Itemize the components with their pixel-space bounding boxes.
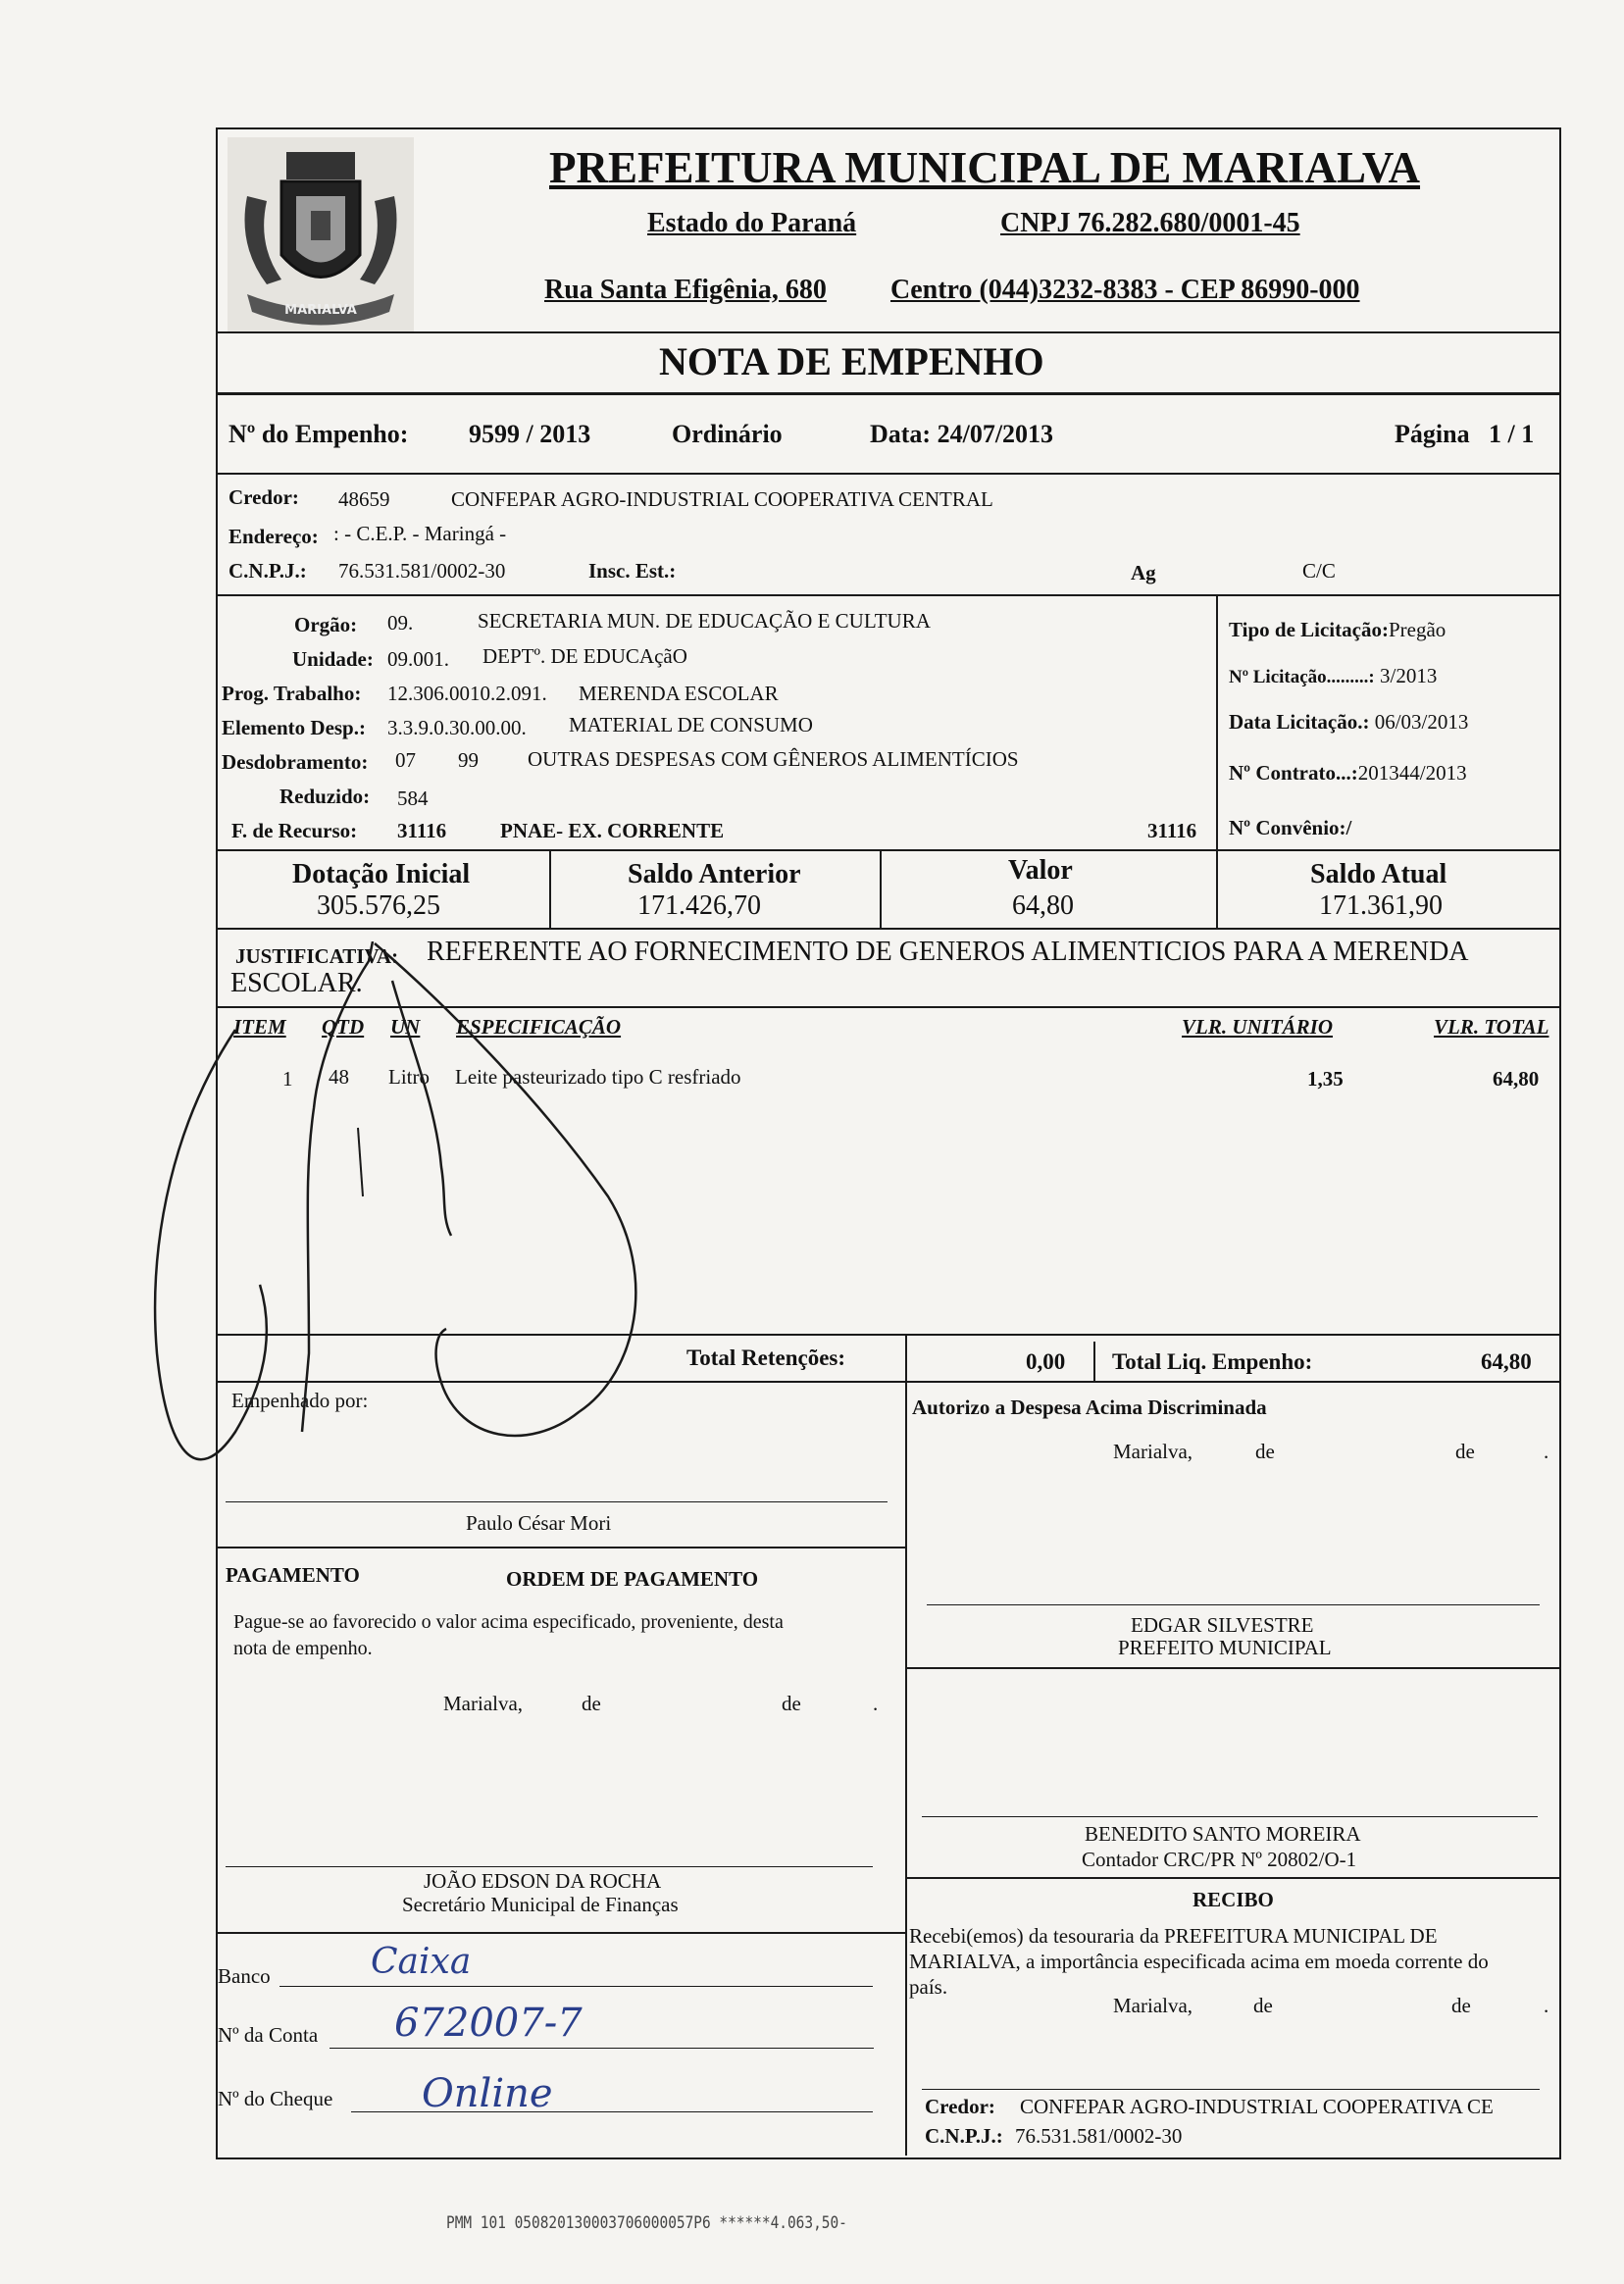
recurso-name: PNAE- EX. CORRENTE bbox=[500, 819, 725, 842]
col-un: UN bbox=[390, 1015, 421, 1039]
col-item: ITEM bbox=[233, 1015, 286, 1039]
unidade-code: 09.001. bbox=[387, 647, 449, 671]
secretario-name: JOÃO EDSON DA ROCHA bbox=[424, 1869, 662, 1893]
desdobramento-name: OUTRAS DESPESAS COM GÊNEROS ALIMENTÍCIOS bbox=[528, 747, 1019, 771]
item-number: 1 bbox=[282, 1067, 293, 1091]
footer-code: PMM 101 050820130003706000057P6 ******4.063,50- bbox=[446, 2213, 847, 2233]
justificativa-line1: REFERENTE AO FORNECIMENTO DE GENEROS ALIMENTICIOS PARA A MERENDA bbox=[427, 937, 1469, 967]
prog-trabalho-code: 12.306.0010.2.091. bbox=[387, 682, 547, 705]
prog-trabalho-label: Prog. Trabalho: bbox=[222, 682, 362, 705]
total-liq-label: Total Liq. Empenho: bbox=[1112, 1349, 1313, 1374]
coat-of-arms-logo bbox=[228, 137, 414, 333]
dotacao-label: Dotação Inicial bbox=[292, 859, 471, 889]
pagamento-label: PAGAMENTO bbox=[226, 1563, 360, 1587]
secretario-title: Secretário Municipal de Finanças bbox=[402, 1893, 679, 1916]
empenhado-name: Paulo César Mori bbox=[466, 1511, 612, 1535]
recibo-credor-label: Credor: bbox=[925, 2095, 995, 2118]
desdobramento-label: Desdobramento: bbox=[222, 750, 369, 774]
col-vlr-unitario: VLR. UNITÁRIO bbox=[1182, 1015, 1334, 1039]
recibo-cnpj-value: 76.531.581/0002-30 bbox=[1015, 2124, 1183, 2148]
pagamento-text1: Pague-se ao favorecido o valor acima especificado, proveniente, desta bbox=[233, 1611, 784, 1633]
credor-code: 48659 bbox=[338, 487, 390, 511]
recibo-credor-value: CONFEPAR AGRO-INDUSTRIAL COOPERATIVA CE bbox=[1020, 2095, 1494, 2118]
recurso-code: 31116 bbox=[397, 819, 447, 842]
autorizo-text: Autorizo a Despesa Acima Discriminada bbox=[912, 1396, 1267, 1419]
saldo-anterior-label: Saldo Anterior bbox=[628, 859, 801, 889]
elemento-code: 3.3.9.0.30.00.00. bbox=[387, 716, 527, 739]
recibo-cnpj-label: C.N.P.J.: bbox=[925, 2124, 1003, 2148]
conta-label: Nº da Conta bbox=[218, 2023, 319, 2047]
endereco-value: : - C.E.P. - Maringá - bbox=[333, 522, 507, 545]
elemento-name: MATERIAL DE CONSUMO bbox=[569, 713, 813, 736]
col-especificacao: ESPECIFICAÇÃO bbox=[456, 1015, 622, 1039]
col-vlr-total: VLR. TOTAL bbox=[1434, 1015, 1549, 1039]
saldo-atual-value: 171.361,90 bbox=[1319, 890, 1443, 921]
pagamento-de2: de bbox=[782, 1692, 801, 1715]
svg-text:MARIALVA: MARIALVA bbox=[284, 303, 357, 318]
empenho-type: Ordinário bbox=[672, 420, 783, 448]
tipo-licitacao-label: Tipo de Licitação:Pregão bbox=[1229, 618, 1446, 641]
orgao-code: 09. bbox=[387, 611, 414, 634]
recibo-text3: país. bbox=[909, 1975, 948, 1999]
cheque-handwritten: Online bbox=[422, 2071, 553, 2116]
cc-label: C/C bbox=[1302, 559, 1336, 583]
recibo-de1: de bbox=[1253, 1994, 1273, 2017]
credor-name: CONFEPAR AGRO-INDUSTRIAL COOPERATIVA CENTRAL bbox=[451, 487, 993, 511]
insc-est-label: Insc. Est.: bbox=[588, 559, 677, 583]
reduzido-label: Reduzido: bbox=[279, 785, 371, 808]
prefeito-name: EDGAR SILVESTRE bbox=[1131, 1613, 1314, 1637]
recibo-text1: Recebi(emos) da tesouraria da PREFEITURA MUNICIPAL DE bbox=[909, 1924, 1438, 1948]
empenho-date: Data: 24/07/2013 bbox=[870, 420, 1054, 448]
pagamento-dot: . bbox=[873, 1692, 879, 1715]
item-vlr-unitario: 1,35 bbox=[1307, 1067, 1344, 1091]
page-number: 1 / 1 bbox=[1489, 420, 1535, 448]
conta-handwritten: 672007-7 bbox=[394, 2001, 583, 2046]
pagamento-text2: nota de empenho. bbox=[233, 1638, 373, 1659]
banco-label: Banco bbox=[218, 1964, 271, 1988]
cnpj-value: 76.531.581/0002-30 bbox=[338, 559, 506, 583]
total-retencoes-value: 0,00 bbox=[1026, 1349, 1066, 1374]
total-liq-value: 64,80 bbox=[1481, 1349, 1532, 1374]
autorizo-de2: de bbox=[1455, 1440, 1475, 1463]
unidade-label: Unidade: bbox=[292, 647, 374, 671]
empenho-label: Nº do Empenho: bbox=[228, 420, 409, 448]
saldo-atual-label: Saldo Atual bbox=[1310, 859, 1447, 889]
pagamento-de1: de bbox=[582, 1692, 601, 1715]
header-state: Estado do Paraná bbox=[647, 208, 857, 238]
contador-name: BENEDITO SANTO MOREIRA bbox=[1085, 1822, 1361, 1846]
header-title: PREFEITURA MUNICIPAL DE MARIALVA bbox=[549, 143, 1421, 192]
item-un: Litro bbox=[388, 1065, 430, 1089]
header-contact: Centro (044)3232-8383 - CEP 86990-000 bbox=[890, 275, 1360, 305]
banco-handwritten: Caixa bbox=[371, 1942, 472, 1982]
contador-title: Contador CRC/PR Nº 20802/O-1 bbox=[1082, 1848, 1357, 1871]
recibo-title: RECIBO bbox=[1193, 1888, 1274, 1911]
prog-trabalho-name: MERENDA ESCOLAR bbox=[579, 682, 779, 705]
item-vlr-total: 64,80 bbox=[1493, 1067, 1540, 1091]
empenhado-label: Empenhado por: bbox=[231, 1389, 369, 1412]
recurso-label: F. de Recurso: bbox=[231, 819, 358, 842]
num-licitacao: Nº Licitação.........: 3/2013 bbox=[1229, 664, 1438, 687]
prefeito-title: PREFEITO MUNICIPAL bbox=[1118, 1636, 1332, 1659]
num-contrato: Nº Contrato...:201344/2013 bbox=[1229, 761, 1467, 785]
recibo-dot: . bbox=[1544, 1994, 1549, 2017]
cheque-label: Nº do Cheque bbox=[218, 2087, 333, 2110]
endereco-label: Endereço: bbox=[228, 525, 319, 548]
num-convenio: Nº Convênio:/ bbox=[1229, 816, 1352, 839]
valor-value: 64,80 bbox=[1012, 890, 1074, 921]
justificativa-label: JUSTIFICATIVA: bbox=[235, 944, 399, 968]
autorizo-de1: de bbox=[1255, 1440, 1275, 1463]
desdobramento-code1: 07 bbox=[395, 748, 416, 772]
dotacao-value: 305.576,25 bbox=[317, 890, 440, 921]
unidade-name: DEPTº. DE EDUCAçãO bbox=[482, 644, 687, 668]
item-especificacao: Leite pasteurizado tipo C resfriado bbox=[455, 1065, 741, 1089]
handwritten-signature bbox=[147, 941, 677, 1530]
justificativa-line2: ESCOLAR. bbox=[230, 968, 363, 998]
page-label: Página bbox=[1395, 420, 1470, 448]
item-qtd: 48 bbox=[329, 1065, 349, 1089]
ag-label: Ag bbox=[1131, 561, 1156, 584]
data-licitacao: Data Licitação.: 06/03/2013 bbox=[1229, 710, 1469, 734]
desdobramento-code2: 99 bbox=[458, 748, 479, 772]
empenho-number: 9599 / 2013 bbox=[469, 420, 591, 448]
autorizo-place: Marialva, bbox=[1113, 1440, 1193, 1463]
recibo-de2: de bbox=[1451, 1994, 1471, 2017]
saldo-anterior-value: 171.426,70 bbox=[637, 890, 761, 921]
cnpj-label: C.N.P.J.: bbox=[228, 559, 307, 583]
header-cnpj: CNPJ 76.282.680/0001-45 bbox=[1000, 208, 1300, 238]
header-address: Rua Santa Efigênia, 680 bbox=[544, 275, 827, 305]
pagamento-place: Marialva, bbox=[443, 1692, 524, 1715]
col-qtd: QTD bbox=[322, 1015, 365, 1039]
document-title: NOTA DE EMPENHO bbox=[659, 339, 1044, 383]
orgao-label: Orgão: bbox=[294, 613, 358, 636]
orgao-name: SECRETARIA MUN. DE EDUCAÇÃO E CULTURA bbox=[478, 609, 931, 633]
total-retencoes-label: Total Retenções: bbox=[686, 1345, 846, 1370]
recurso-code2: 31116 bbox=[1147, 819, 1197, 842]
recibo-text2: MARIALVA, a importância especificada acima em moeda corrente do bbox=[909, 1950, 1489, 1973]
valor-label: Valor bbox=[1008, 855, 1073, 886]
credor-label: Credor: bbox=[228, 485, 299, 509]
ordem-pagamento-label: ORDEM DE PAGAMENTO bbox=[506, 1567, 759, 1591]
autorizo-dot: . bbox=[1544, 1440, 1549, 1463]
elemento-label: Elemento Desp.: bbox=[222, 716, 366, 739]
reduzido-value: 584 bbox=[397, 787, 429, 810]
recibo-place: Marialva, bbox=[1113, 1994, 1193, 2017]
